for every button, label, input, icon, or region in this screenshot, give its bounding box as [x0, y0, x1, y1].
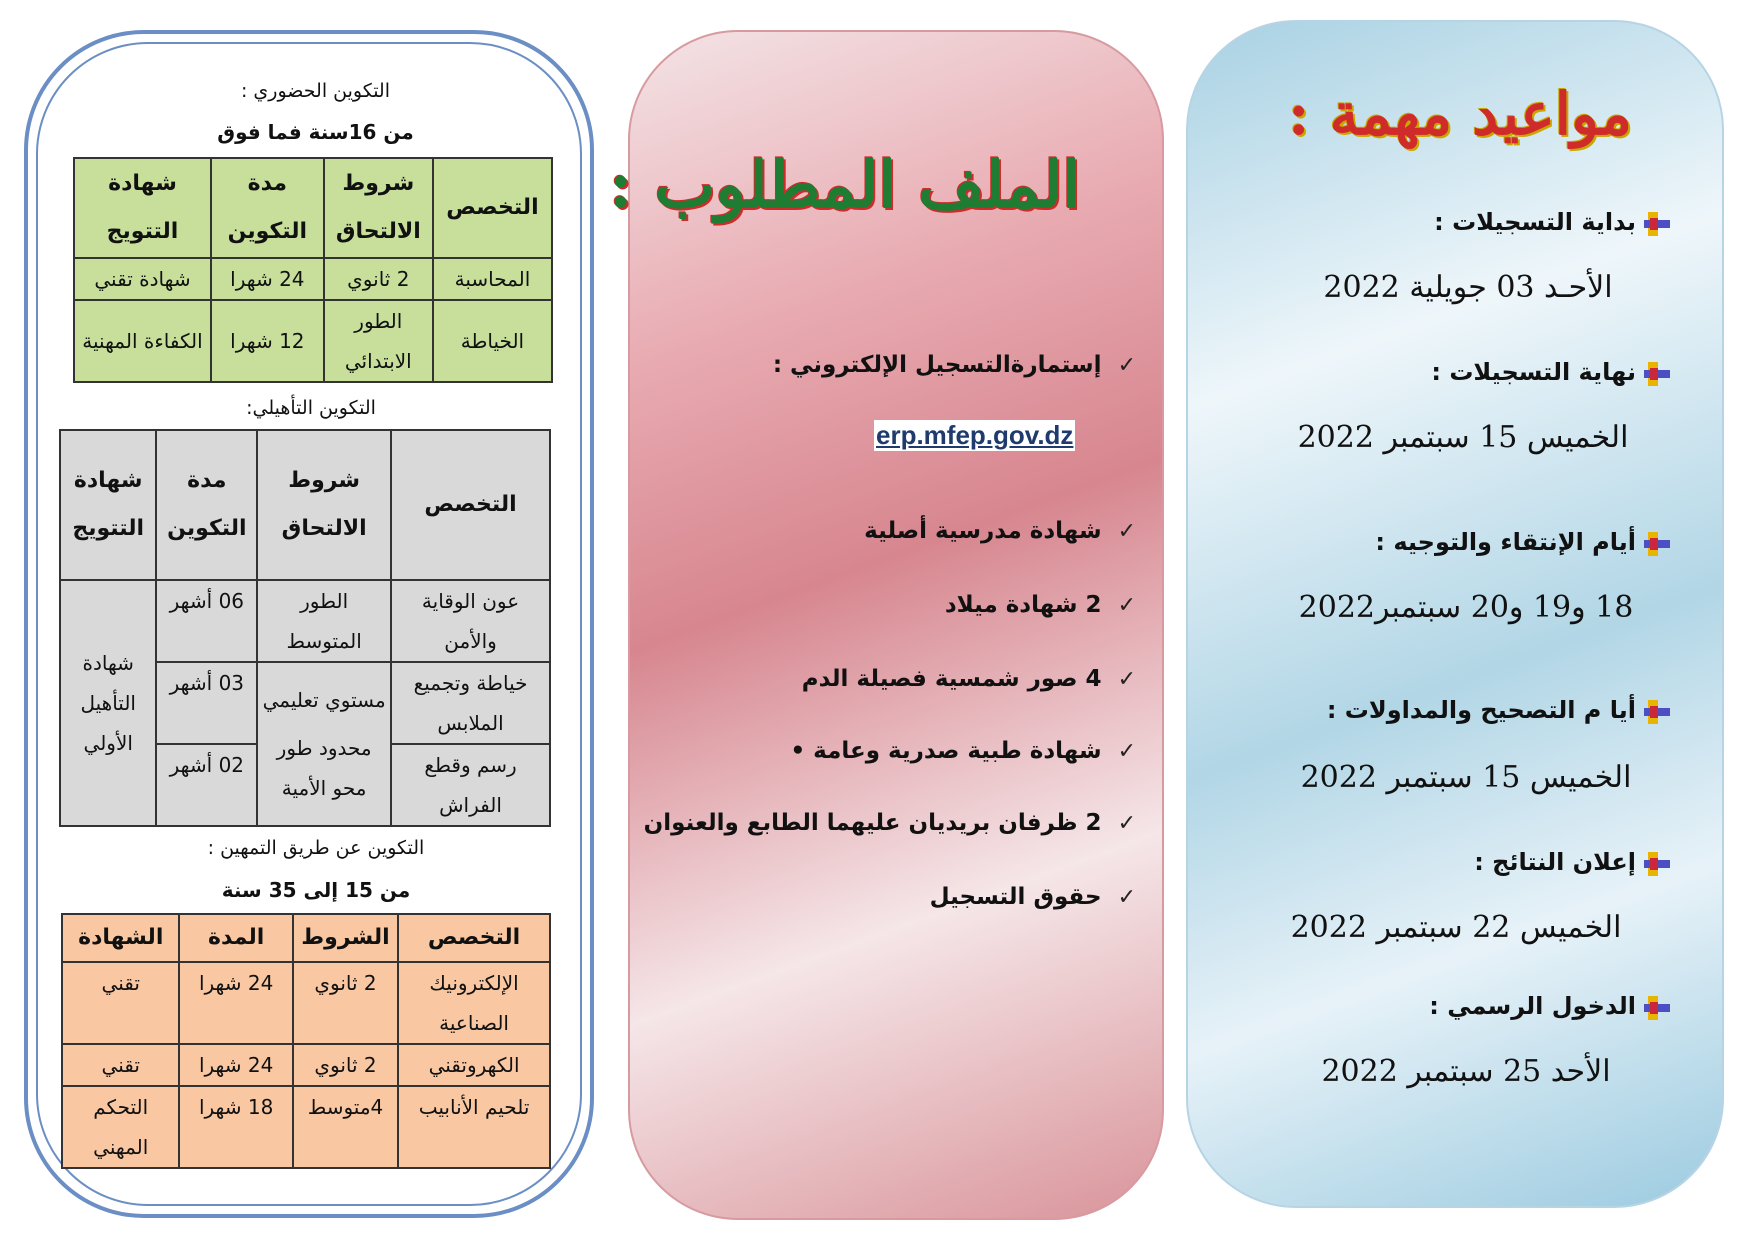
table-cell: شهادة تقني	[74, 258, 211, 300]
header-cell: المدة	[179, 914, 292, 962]
item-text: شهادة مدرسية أصلية	[864, 518, 1102, 544]
table-presential-training	[73, 157, 553, 383]
t3-title: التكوين عن طريق التمهين :	[207, 837, 425, 859]
table-cell: الطور الابتدائي	[324, 300, 433, 382]
table-row	[62, 962, 550, 1044]
table-cell: المحاسبة	[433, 258, 552, 300]
checkmark-icon: ✓	[1117, 353, 1136, 378]
item-text: 2 ظرفان بريديان عليهما الطابع والعنوان	[643, 810, 1102, 836]
bullet-icon	[1644, 852, 1668, 876]
table-cell: 12 شهرا	[211, 300, 324, 382]
table-header-row	[74, 158, 552, 258]
document-item	[800, 592, 1136, 618]
checkmark-icon: ✓	[1117, 885, 1136, 910]
date-label: أيام الإنتقاء والتوجيه :	[1375, 528, 1636, 556]
document-item	[800, 884, 1136, 910]
header-cell: التخصص	[398, 914, 550, 962]
table-cell	[257, 662, 391, 826]
bullet-icon	[1644, 362, 1668, 386]
t1-subtitle: من 16سنة فما فوق	[217, 120, 414, 144]
date-label: نهاية التسجيلات :	[1431, 358, 1636, 386]
t2-title: التكوين التأهيلي:	[246, 397, 376, 419]
checkmark-icon: ✓	[1117, 593, 1136, 618]
table-row	[74, 258, 552, 300]
important-dates-title: مواعيد مهمة :	[1288, 80, 1632, 148]
header-cell: شهادة التتويج	[74, 158, 211, 258]
header-cell: الشروط	[293, 914, 398, 962]
header-cell: الشهادة	[62, 914, 179, 962]
table-row	[74, 300, 552, 382]
table-cell: تلحيم الأنابيب	[398, 1086, 550, 1168]
table-cell: التحكم المهني	[62, 1086, 179, 1168]
date-label: بداية التسجيلات :	[1434, 208, 1636, 236]
cell-text: محدود طور محو الأمية	[276, 736, 372, 800]
checkmark-icon: ✓	[1117, 519, 1136, 544]
table-header-row	[62, 914, 550, 962]
checkmark-icon: ✓	[1117, 811, 1136, 836]
bullet-icon	[1644, 532, 1668, 556]
bullet-icon	[1644, 996, 1668, 1020]
table-cell: الكفاءة المهنية	[74, 300, 211, 382]
document-item	[643, 810, 1136, 836]
header-cell: التخصص	[391, 430, 550, 580]
date-value: 18 و19 و20 سبتمبر2022	[1298, 590, 1634, 625]
table-header-row	[60, 430, 550, 580]
item-text: إستمارةالتسجيل الإلكتروني :	[772, 352, 1102, 378]
table-row	[62, 1044, 550, 1086]
date-label: أيا م التصحيح والمداولات :	[1326, 696, 1636, 724]
item-text: حقوق التسجيل	[929, 884, 1102, 910]
table-cell: 2 ثانوي	[293, 962, 398, 1044]
date-value: الخميس 15 سبتمبر 2022	[1300, 760, 1632, 795]
date-value: الخميس 15 سبتمبر 2022	[1297, 420, 1629, 455]
cell-text: مستوي تعليمي	[262, 688, 386, 712]
date-label: الدخول الرسمي :	[1429, 992, 1636, 1020]
registration-url-link[interactable]: erp.mfep.gov.dz	[876, 420, 1074, 450]
table-cell: الكهروتقني	[398, 1044, 550, 1086]
header-cell: مدة التكوين	[156, 430, 257, 580]
table-cell: 06 أشهر	[156, 580, 257, 662]
checkmark-icon: ✓	[1117, 667, 1136, 692]
table-cell: رسم وقطع الفراش	[391, 744, 550, 826]
t3-subtitle: من 15 إلى 35 سنة	[221, 878, 411, 902]
table-cell: 4متوسط	[293, 1086, 398, 1168]
item-text: شهادة طبية صدرية وعامة •	[790, 738, 1102, 764]
table-qualifying-training	[59, 429, 551, 827]
header-cell: شروط الالتحاق	[257, 430, 391, 580]
date-value: الخميس 22 سبتمبر 2022	[1290, 910, 1622, 945]
document-item	[800, 518, 1136, 544]
document-item	[760, 666, 1136, 692]
date-value: الأحـد 03 جويلية 2022	[1323, 270, 1613, 305]
document-item-form	[772, 352, 1136, 378]
table-apprenticeship	[61, 913, 551, 1169]
table-cell: الإلكترونيك الصناعية	[398, 962, 550, 1044]
date-label: إعلان النتائج :	[1474, 848, 1636, 876]
header-cell: مدة التكوين	[211, 158, 324, 258]
table-cell: خياطة وتجميع الملابس	[391, 662, 550, 744]
certificate-cell: شهادة التأهيل الأولي	[60, 580, 156, 826]
item-text: 4 صور شمسية فصيلة الدم	[801, 666, 1102, 692]
t1-title: التكوين الحضوري :	[240, 80, 390, 102]
table-cell: 24 شهرا	[211, 258, 324, 300]
table-cell: 2 ثانوي	[293, 1044, 398, 1086]
bullet-icon	[1644, 212, 1668, 236]
table-row	[60, 580, 550, 662]
checkmark-icon: ✓	[1117, 739, 1136, 764]
required-file-title: الملف المطلوب :	[608, 148, 1080, 223]
bullet-icon	[1644, 700, 1668, 724]
table-cell: 2 ثانوي	[324, 258, 433, 300]
table-cell: عون الوقاية والأمن	[391, 580, 550, 662]
table-cell: تقني	[62, 1044, 179, 1086]
table-cell: تقني	[62, 962, 179, 1044]
table-cell: 02 أشهر	[156, 744, 257, 826]
table-cell: الطور المتوسط	[257, 580, 391, 662]
table-cell: الخياطة	[433, 300, 552, 382]
table-row	[62, 1086, 550, 1168]
table-cell: 18 شهرا	[179, 1086, 292, 1168]
table-cell: 24 شهرا	[179, 962, 292, 1044]
header-cell: التخصص	[433, 158, 552, 258]
header-cell: شهادة التتويج	[60, 430, 156, 580]
header-cell: شروط الالتحاق	[324, 158, 433, 258]
date-value: الأحد 25 سبتمبر 2022	[1321, 1054, 1611, 1089]
table-cell: 24 شهرا	[179, 1044, 292, 1086]
table-cell: 03 أشهر	[156, 662, 257, 744]
document-item	[760, 738, 1136, 764]
item-text: 2 شهادة ميلاد	[944, 592, 1102, 618]
